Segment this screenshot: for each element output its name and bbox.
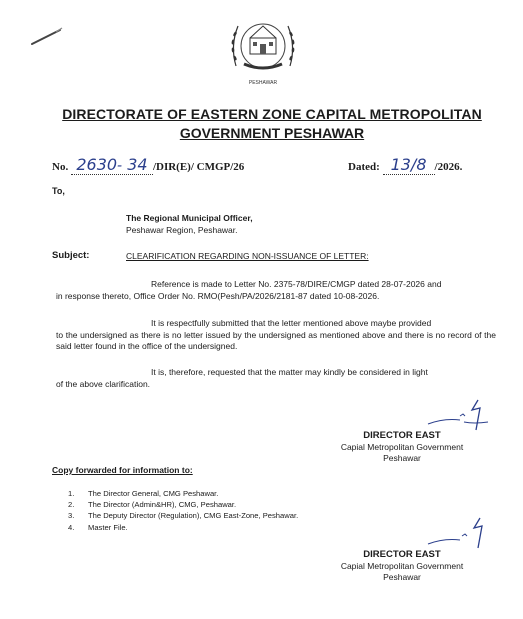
seal-caption: PESHAWAR (248, 80, 278, 86)
pen-mark-icon (30, 26, 64, 46)
handwritten-signature-icon (424, 516, 494, 552)
signatory-organization: Capial Metropolitan Government (340, 441, 464, 452)
signature-block-primary (302, 430, 502, 465)
paragraph-rest: in response thereto, Office Order No. RMO(Pesh/PA/2026/2181-87 dated 10-08-2026. (56, 290, 380, 301)
paragraph-submission (56, 318, 496, 353)
reference-number (52, 155, 244, 175)
letterhead-title-line1: DIRECTORATE OF EASTERN ZONE CAPITAL METROPOLITAN (62, 106, 482, 122)
dated-suffix: /2026. (434, 161, 463, 173)
signatory-city: Peshawar (383, 453, 421, 463)
list-item: 3. The Deputy Director (Regulation), CMG East-Zone, Peshawar. (68, 511, 299, 521)
signatory-city: Peshawar (383, 572, 421, 582)
paragraph-first-line: Reference is made to Letter No. 2375-78/DIRE/CMGP dated 28-07-2026 and (151, 279, 442, 289)
signatory-role: DIRECTOR EAST (363, 430, 441, 441)
letterhead-title-line2: GOVERNMENT PESHAWAR (179, 125, 365, 141)
list-item: 4. Master File. (68, 522, 128, 532)
reference-no-suffix: /DIR(E)/ CMGP/26 (152, 161, 245, 173)
paragraph-reference (56, 279, 496, 302)
handwritten-reference-number: 2630- 34 (71, 155, 153, 175)
paragraph-rest: of the above clarification. (56, 378, 151, 389)
list-item: 1. The Director General, CMG Peshawar. (68, 489, 219, 498)
addressee-name: The Regional Municipal Officer, (126, 213, 253, 223)
addressee-place: Peshawar Region, Peshawar. (126, 225, 238, 235)
paragraph-first-line: It is, therefore, requested that the matter may kindly be considered in light (151, 367, 428, 377)
copy-forwarded-heading: Copy forwarded for information to: (52, 465, 193, 475)
dated-label: Dated: (348, 161, 380, 173)
paragraph-request (56, 367, 496, 390)
copy-recipient-list (68, 488, 298, 533)
subject-text: CLEARIFICATION REGARDING NON-ISSUANCE OF LETTER: (126, 251, 369, 261)
government-seal-icon (228, 6, 298, 88)
subject-label: Subject: (52, 250, 90, 261)
list-item: 2. The Director (Admin&HR), CMG, Peshawar. (68, 500, 237, 510)
reference-no-label: No. (52, 161, 69, 173)
signatory-organization: Capial Metropolitan Government (340, 560, 464, 571)
paragraph-first-line: It is respectfully submitted that the letter mentioned above maybe provided (151, 318, 432, 328)
handwritten-date: 13/8 (383, 155, 435, 175)
paragraph-rest: to the undersigned as there is no letter issued by the undersigned as mentioned above and there is no record of the said letter found in the office of the undersigned. (56, 329, 496, 352)
date-line (348, 155, 462, 175)
signature-block-copy (302, 549, 502, 584)
handwritten-signature-icon (424, 396, 494, 432)
signatory-role: DIRECTOR EAST (363, 549, 441, 560)
addressee (126, 212, 253, 236)
to-label: To, (52, 186, 65, 196)
